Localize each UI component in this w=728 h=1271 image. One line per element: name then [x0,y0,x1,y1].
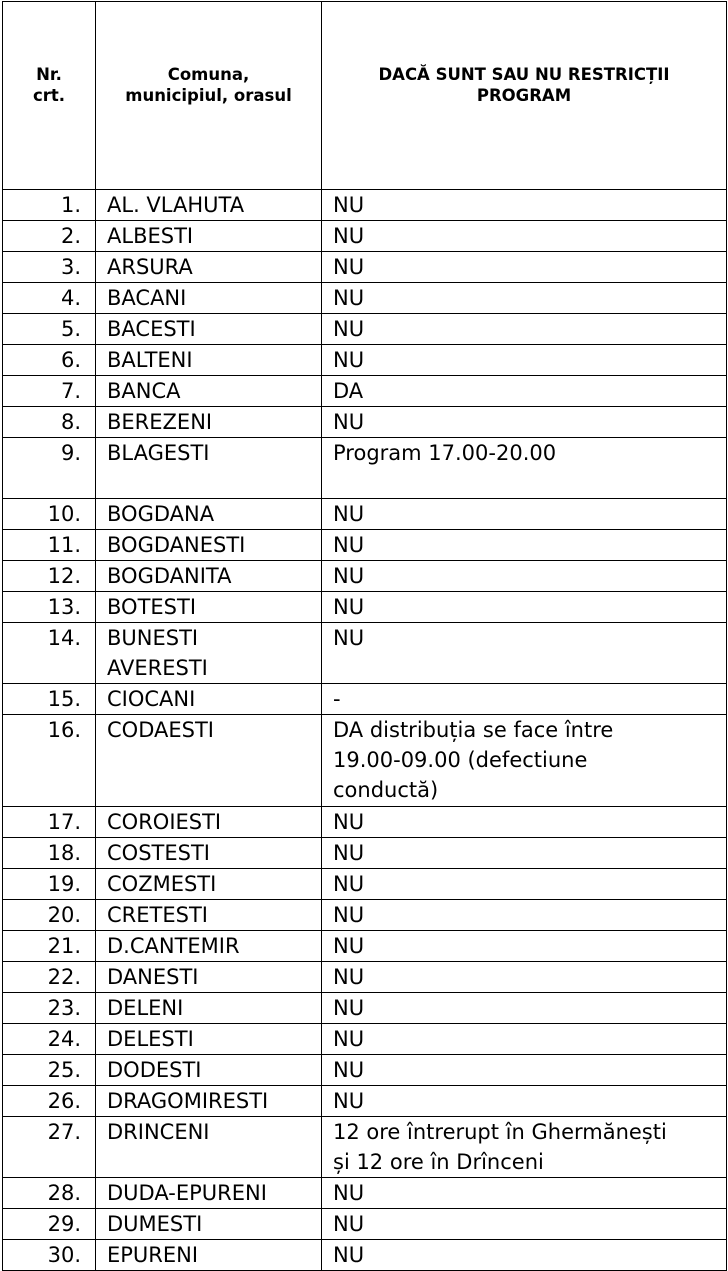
restriction-text-line: - [333,687,341,711]
restriction-text-line: NU [333,317,365,341]
restriction-text-line: NU [333,1180,365,1205]
restriction-text-line: NU [333,964,365,989]
commune-name-line: D.CANTEMIR [107,933,240,958]
restriction-text-line: NU [333,224,365,248]
table-row [3,930,727,961]
table-row [3,221,727,252]
table-row [3,868,727,899]
row-number-cell [3,252,96,283]
table-row [3,530,727,561]
commune-cell [96,438,322,499]
restriction-text-line: 19.00-09.00 (defectiune [333,748,588,772]
row-number-cell [3,592,96,623]
restriction-text-line: NU [333,286,365,310]
row-number: 19. [47,871,81,896]
commune-name-line: BOGDANESTI [107,533,246,557]
row-number-cell [3,1023,96,1054]
commune-cell [96,623,322,684]
table-header [3,2,727,190]
table-row [3,283,727,314]
row-number-cell [3,345,96,376]
row-number: 26. [47,1088,81,1113]
commune-cell [96,345,322,376]
commune-name-line: ARSURA [107,255,193,279]
restriction-cell [322,1054,727,1085]
table-row [3,961,727,992]
commune-cell [96,592,322,623]
commune-name-line: BOGDANA [107,502,215,526]
row-number-cell [3,806,96,837]
restriction-text-line: NU [333,595,365,619]
restriction-text-line: conductă) [333,778,439,802]
header-row [3,2,727,190]
header-restriction-line-1: DACĂ SUNT SAU NU RESTRICȚII [378,64,670,84]
restriction-text-line: DA distribuția se face între [333,718,614,742]
commune-name-line: DELENI [107,995,184,1020]
restriction-cell [322,992,727,1023]
commune-cell [96,314,322,345]
commune-name-line: DRAGOMIRESTI [107,1088,269,1113]
row-number: 5. [60,317,81,341]
restriction-text-line: NU [333,564,365,588]
commune-cell [96,837,322,868]
restriction-text-line: NU [333,1088,365,1113]
commune-name-line: DODESTI [107,1057,202,1082]
restriction-text-line: și 12 ore în Drînceni [333,1149,544,1174]
table-row [3,1023,727,1054]
restriction-text-line: NU [333,626,365,650]
commune-name-line: BANCA [107,379,181,403]
commune-cell [96,1208,322,1239]
row-number-cell [3,530,96,561]
commune-cell [96,252,322,283]
restriction-cell [322,1239,727,1270]
row-number: 4. [60,286,81,310]
table-row [3,561,727,592]
table-row [3,190,727,221]
row-number: 2. [60,224,81,248]
restriction-text-line: NU [333,902,365,927]
table-row [3,592,727,623]
table-row [3,376,727,407]
commune-cell [96,1116,322,1177]
commune-cell [96,684,322,715]
restriction-text-line: DA [333,379,364,403]
restriction-text-line: NU [333,410,365,434]
restriction-cell [322,314,727,345]
commune-name-line: BLAGESTI [107,441,210,465]
header-commune-line-1: Comuna, [167,64,250,84]
restriction-text-line: NU [333,348,365,372]
restriction-text-line: NU [333,871,365,896]
restriction-text-line: NU [333,502,365,526]
restriction-cell [322,868,727,899]
row-number: 21. [47,933,81,958]
commune-cell [96,499,322,530]
restriction-cell [322,961,727,992]
table-row [3,314,727,345]
row-number: 10. [47,502,81,526]
table-row [3,407,727,438]
table-row [3,715,727,807]
table-row [3,1177,727,1208]
table-body [3,190,727,1271]
restriction-cell [322,438,727,499]
table-row [3,1239,727,1270]
row-number: 8. [60,410,81,434]
restriction-text-line: NU [333,809,365,834]
row-number: 17. [47,809,81,834]
row-number-cell [3,715,96,807]
restriction-cell [322,837,727,868]
commune-name-line: COSTESTI [107,840,210,865]
row-number-cell [3,438,96,499]
header-restriction-line-2: PROGRAM [476,85,572,105]
row-number-cell [3,1054,96,1085]
row-number: 18. [47,840,81,865]
commune-cell [96,561,322,592]
row-number: 12. [47,564,81,588]
commune-name-line: BACESTI [107,317,196,341]
row-number-cell [3,868,96,899]
row-number-cell [3,407,96,438]
restriction-cell [322,715,727,807]
restriction-text-line: NU [333,1026,365,1051]
commune-name-line: EPURENI [107,1242,199,1267]
commune-name-line: AL. VLAHUTA [107,193,245,217]
restriction-cell [322,899,727,930]
header-nr-line-1: Nr. [36,64,62,84]
commune-name-line: DELESTI [107,1026,194,1051]
row-number: 14. [47,626,81,650]
row-number: 28. [47,1180,81,1205]
commune-cell [96,961,322,992]
commune-name-line: BOTESTI [107,595,197,619]
table-row [3,1054,727,1085]
header-nr-line-2: crt. [32,85,66,105]
table-row [3,992,727,1023]
row-number-cell [3,684,96,715]
row-number-cell [3,1116,96,1177]
table-row [3,899,727,930]
restriction-text-line: NU [333,933,365,958]
commune-cell [96,190,322,221]
commune-name-line: CODAESTI [107,718,214,742]
commune-cell [96,407,322,438]
row-number-cell [3,961,96,992]
row-number-cell [3,283,96,314]
table-row [3,1208,727,1239]
restriction-cell [322,1116,727,1177]
restriction-cell [322,345,727,376]
table-row [3,623,727,684]
restriction-cell [322,499,727,530]
table-row [3,684,727,715]
row-number-cell [3,499,96,530]
commune-cell [96,1023,322,1054]
row-number-cell [3,221,96,252]
commune-cell [96,1177,322,1208]
commune-name-line: BALTENI [107,348,193,372]
row-number-cell [3,930,96,961]
table-row [3,438,727,499]
row-number: 22. [47,964,81,989]
commune-name-line: DUMESTI [107,1211,203,1236]
table-row [3,345,727,376]
restriction-cell [322,561,727,592]
commune-name-line: CRETESTI [107,902,208,927]
commune-name-line: DRINCENI [107,1119,210,1144]
row-number: 27. [47,1119,81,1144]
restriction-cell [322,930,727,961]
row-number-cell [3,190,96,221]
commune-cell [96,530,322,561]
row-number-cell [3,1239,96,1270]
header-commune [96,2,322,190]
restriction-cell [322,1023,727,1054]
row-number: 7. [60,379,81,403]
commune-cell [96,221,322,252]
header-nr-crt [3,2,96,190]
row-number: 9. [60,441,81,465]
row-number: 11. [47,533,81,557]
table-row [3,252,727,283]
restriction-text-line: Program 17.00-20.00 [333,441,557,465]
restriction-cell [322,407,727,438]
table-row [3,1116,727,1177]
restriction-cell [322,1208,727,1239]
commune-name-line: DUDA-EPURENI [107,1180,267,1205]
restriction-cell [322,623,727,684]
commune-name-line: BEREZENI [107,410,213,434]
row-number: 23. [47,995,81,1020]
header-restriction [322,2,727,190]
restriction-cell [322,283,727,314]
commune-cell [96,1054,322,1085]
restriction-cell [322,221,727,252]
restriction-cell [322,1177,727,1208]
row-number-cell [3,899,96,930]
row-number: 16. [47,718,81,742]
commune-name-line: AVERESTI [107,656,208,680]
commune-cell [96,376,322,407]
row-number-cell [3,623,96,684]
row-number: 3. [60,255,81,279]
row-number: 24. [47,1026,81,1051]
restriction-cell [322,252,727,283]
restriction-text-line: NU [333,995,365,1020]
restriction-text-line: NU [333,1057,365,1082]
restriction-text-line: NU [333,840,365,865]
row-number-cell [3,992,96,1023]
restriction-cell [322,190,727,221]
restriction-cell [322,592,727,623]
commune-name-line: BACANI [107,286,187,310]
commune-cell [96,715,322,807]
restriction-cell [322,530,727,561]
restriction-text-line: NU [333,533,365,557]
commune-name-line: CIOCANI [107,687,196,711]
commune-name-line: DANESTI [107,964,199,989]
commune-name-line: COZMESTI [107,871,217,896]
table-row [3,837,727,868]
row-number-cell [3,561,96,592]
restriction-text-line: 12 ore întrerupt în Ghermănești [333,1119,667,1144]
row-number-cell [3,376,96,407]
commune-cell [96,899,322,930]
row-number-cell [3,837,96,868]
row-number: 15. [47,687,81,711]
header-commune-line-2: municipiul, orasul [125,85,292,105]
table-row [3,499,727,530]
restriction-cell [322,1085,727,1116]
row-number-cell [3,1085,96,1116]
restriction-text-line: NU [333,193,365,217]
commune-cell [96,1239,322,1270]
commune-name-line: BUNESTI [107,626,199,650]
row-number: 20. [47,902,81,927]
restrictions-table [2,1,727,1271]
restriction-cell [322,376,727,407]
row-number-cell [3,1208,96,1239]
restriction-text-line: NU [333,1242,365,1267]
restriction-text-line: NU [333,1211,365,1236]
restriction-cell [322,684,727,715]
commune-cell [96,283,322,314]
row-number: 25. [47,1057,81,1082]
commune-cell [96,806,322,837]
row-number: 6. [60,348,81,372]
row-number: 1. [60,193,81,217]
commune-name-line: ALBESTI [107,224,194,248]
row-number-cell [3,1177,96,1208]
commune-cell [96,868,322,899]
row-number-cell [3,314,96,345]
commune-cell [96,930,322,961]
table-row [3,806,727,837]
restriction-cell [322,806,727,837]
table-row [3,1085,727,1116]
row-number: 13. [47,595,81,619]
commune-cell [96,1085,322,1116]
commune-name-line: COROIESTI [107,809,222,834]
row-number: 29. [47,1211,81,1236]
restriction-text-line: NU [333,255,365,279]
row-number: 30. [47,1242,81,1267]
commune-name-line: BOGDANITA [107,564,232,588]
commune-cell [96,992,322,1023]
